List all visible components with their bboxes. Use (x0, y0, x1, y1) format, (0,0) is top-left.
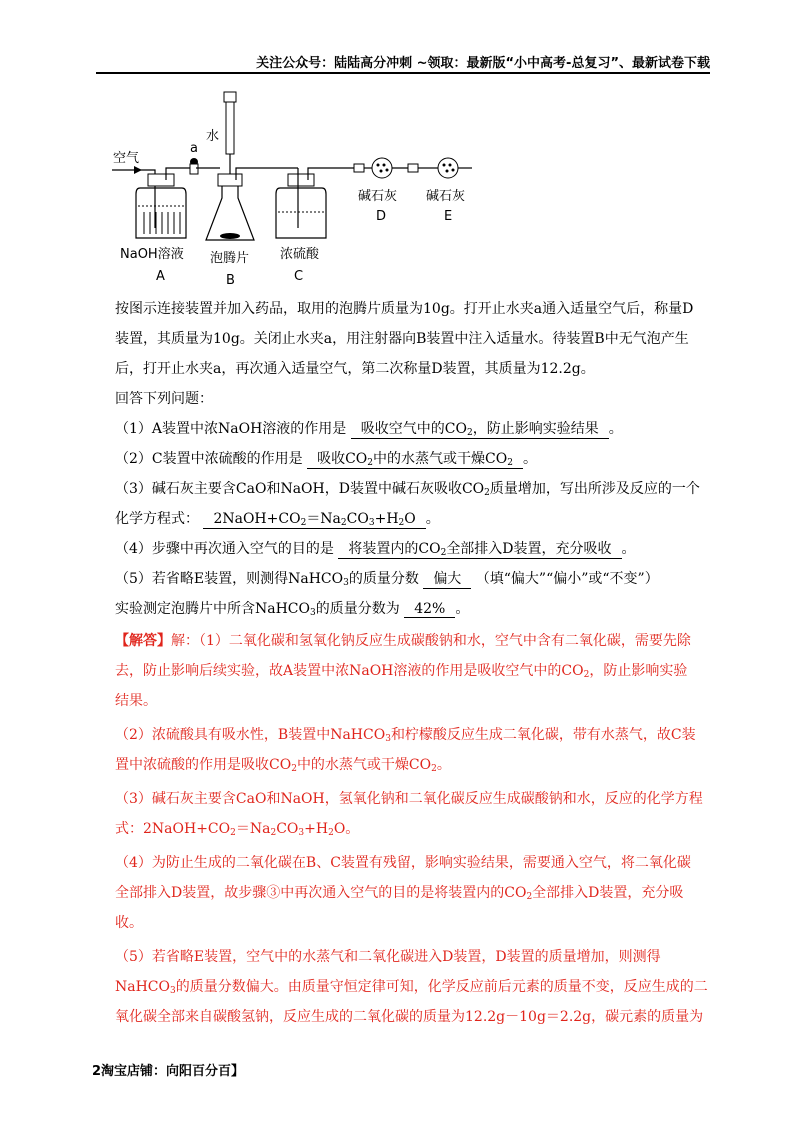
analysis-4-line-3: 收。 (115, 915, 143, 931)
flask-b (206, 168, 298, 240)
analysis-1-line-3: 结果。 (115, 693, 157, 709)
question-5-line-2: 实验测定泡腾片中所含NaHCO$_3$的质量分数为 42% 。 (115, 601, 470, 618)
label-clamp: a (190, 141, 198, 156)
question-3: （3）碱石灰主要含CaO和NaOH，D装置中碱石灰吸收$CO_2$质量增加，写出所涉及反应的一个 (115, 481, 700, 498)
label-a: A (156, 269, 165, 284)
drying-tube-d (354, 158, 430, 178)
label-e: E (444, 209, 453, 224)
bottle-a (136, 168, 196, 238)
answer-3: $2NaOH+CO_2=Na_2CO_3+H_2O$ (203, 508, 425, 529)
question-1: （1）A装置中浓NaOH溶液的作用是 吸收空气中的$CO_2$，防止影响实验结果 。 (115, 418, 623, 439)
analysis-5-line-3: 氧化碳全部来自碳酸氢钠，反应生成的二氧化碳的质量为12.2g－10g＝2.2g，碳元素的质量为 (115, 1009, 704, 1025)
syringe (224, 92, 236, 180)
footer-text: 淘宝店铺：向阳百分百】 (101, 1064, 245, 1079)
apparatus-figure (110, 88, 520, 288)
drying-tube-e (430, 158, 472, 178)
analysis-4-line-1: （4）为防止生成的二氧化碳在B、C装置有残留，影响实验结果，需要通入空气，将二氧化碳 (115, 855, 691, 871)
label-lime-e: 碱石灰 (426, 189, 466, 204)
label-air: 空气 (113, 151, 140, 166)
label-d: D (376, 209, 387, 224)
intro-line-3: 后，打开止水夹a，再次通入适量空气，第二次称量D装置，其质量为12.2g。 (115, 361, 595, 377)
question-4: （4）步骤中再次通入空气的目的是 将装置内的$CO_2$全部排入D装置，充分吸收 。 (115, 538, 636, 559)
intro-line-1: 按图示连接装置并加入药品，取用的泡腾片质量为10g。打开止水夹a通入适量空气后，称量D (115, 301, 694, 317)
label-lime-d: 碱石灰 (358, 189, 398, 204)
answer-4: 将装置内的$CO_2$全部排入D装置，充分吸收 (338, 538, 621, 559)
analysis-3-line-1: （3）碱石灰主要含CaO和NaOH，氢氧化钠和二氧化碳反应生成碳酸钠和水，反应的化学方程 (115, 791, 703, 807)
page-header: 关注公众号：陆陆高分冲刺 ~领取：最新版“小中高考-总复习”、最新试卷下载 (256, 56, 710, 71)
bottle-c (276, 168, 354, 238)
page-number: 2 (92, 1064, 102, 1079)
analysis-5-line-2: NaHCO$_3$的质量分数偏大。由质量守恒定律可知，化学反应前后元素的质量不变，反应生成的二 (115, 979, 708, 996)
answer-1: 吸收空气中的$CO_2$，防止影响实验结果 (351, 418, 609, 439)
question-3-equation: 化学方程式： $2NaOH+CO_2=Na_2CO_3+H_2O$ 。 (115, 508, 440, 529)
question-2: （2）C装置中浓硫酸的作用是 吸收$CO_2$中的水蒸气或干燥$CO_2$ 。 (115, 448, 537, 469)
intro-line-2: 装置，其质量为10g。关闭止水夹a，用注射器向B装置中注入适量水。待装置B中无气泡产生 (115, 331, 689, 347)
intro-line-4: 回答下列问题： (115, 391, 213, 407)
label-b: B (226, 273, 235, 288)
analysis-tag: 【解答】 (115, 633, 171, 649)
label-acid: 浓硫酸 (280, 247, 320, 262)
answer-2: 吸收$CO_2$中的水蒸气或干燥$CO_2$ (307, 448, 523, 469)
question-5: （5）若省略E装置，则测得NaHCO$_3$的质量分数 偏大 （填“偏大”“偏小”或“不变”） (115, 568, 659, 589)
header-rule (96, 72, 710, 74)
label-water: 水 (206, 129, 220, 144)
analysis-1-line-2: 去，防止影响后续实验，故A装置中浓NaOH溶液的作用是吸收空气中的$CO_2$，防止影响实验 (115, 663, 688, 680)
answer-5a: 偏大 (423, 568, 471, 589)
analysis-5-line-1: （5）若省略E装置，空气中的水蒸气和二氧化碳进入D装置，D装置的质量增加，则测得 (115, 949, 661, 965)
answer-5b: 42% (404, 601, 455, 618)
page-footer (92, 1060, 244, 1079)
analysis-2-line-1: （2）浓硫酸具有吸水性，B装置中NaHCO$_3$和柠檬酸反应生成二氧化碳，带有水蒸气，故C装 (115, 727, 696, 744)
analysis-3-line-2: 式：$2NaOH+CO_2=Na_2CO_3+H_2O$。 (115, 821, 360, 838)
label-c: C (294, 269, 304, 284)
analysis-4-line-2: 全部排入D装置，故步骤③中再次通入空气的目的是将装置内的$CO_2$全部排入D装置，充分吸 (115, 885, 684, 902)
analysis-1-line-1: 【解答】解：（1）二氧化碳和氢氧化钠反应生成碳酸钠和水，空气中含有二氧化碳，需要先除 (115, 633, 691, 649)
label-naoh: NaOH溶液 (120, 247, 184, 262)
analysis-2-line-2: 置中浓硫酸的作用是吸收$CO_2$中的水蒸气或干燥$CO_2$。 (115, 757, 451, 774)
step-3-marker: ③ (266, 885, 281, 901)
apparatus-diagram (110, 88, 520, 288)
label-tablet: 泡腾片 (210, 251, 250, 266)
